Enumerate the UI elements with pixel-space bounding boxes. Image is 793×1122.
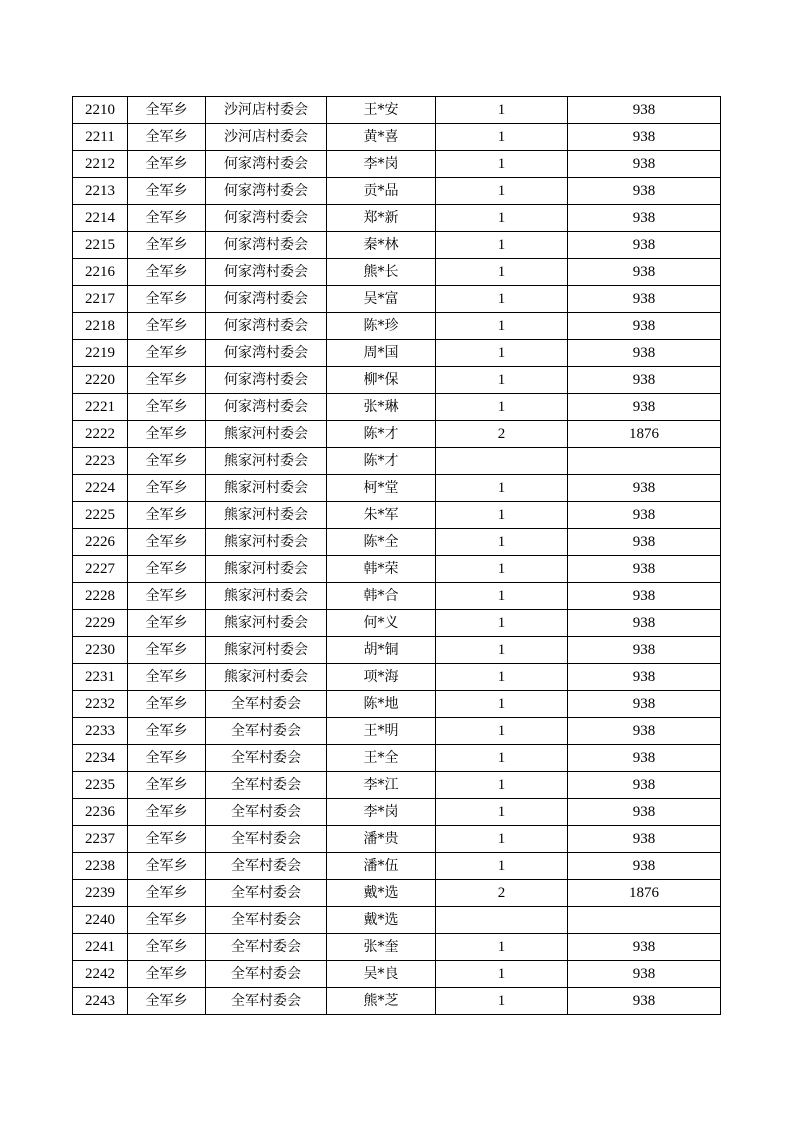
village-committee-cell: 熊家河村委会 [206, 664, 327, 691]
table-row [73, 988, 721, 1015]
village-committee-cell: 全军村委会 [206, 826, 327, 853]
town-cell: 全军乡 [128, 664, 206, 691]
table-row [73, 610, 721, 637]
table-row [73, 178, 721, 205]
table-row [73, 556, 721, 583]
amount-cell: 938 [568, 313, 721, 340]
table-row [73, 394, 721, 421]
row-number-cell: 2219 [73, 340, 128, 367]
village-committee-cell: 全军村委会 [206, 907, 327, 934]
table-row [73, 907, 721, 934]
amount-cell: 938 [568, 556, 721, 583]
village-committee-cell: 熊家河村委会 [206, 502, 327, 529]
table-row [73, 232, 721, 259]
row-number-cell: 2212 [73, 151, 128, 178]
table-row [73, 934, 721, 961]
count-cell: 1 [436, 610, 568, 637]
amount-cell: 1876 [568, 880, 721, 907]
person-name-cell: 李*岗 [327, 151, 436, 178]
table-row [73, 259, 721, 286]
table-row [73, 313, 721, 340]
town-cell: 全军乡 [128, 394, 206, 421]
table-row [73, 826, 721, 853]
village-committee-cell: 熊家河村委会 [206, 475, 327, 502]
row-number-cell: 2224 [73, 475, 128, 502]
village-committee-cell: 沙河店村委会 [206, 97, 327, 124]
table-row [73, 97, 721, 124]
amount-cell: 938 [568, 826, 721, 853]
count-cell [436, 907, 568, 934]
row-number-cell: 2241 [73, 934, 128, 961]
town-cell: 全军乡 [128, 988, 206, 1015]
count-cell: 1 [436, 637, 568, 664]
row-number-cell: 2235 [73, 772, 128, 799]
person-name-cell: 陈*地 [327, 691, 436, 718]
person-name-cell: 张*琳 [327, 394, 436, 421]
town-cell: 全军乡 [128, 232, 206, 259]
amount-cell: 938 [568, 745, 721, 772]
town-cell: 全军乡 [128, 367, 206, 394]
person-name-cell: 张*奎 [327, 934, 436, 961]
table-row [73, 124, 721, 151]
count-cell: 2 [436, 880, 568, 907]
row-number-cell: 2231 [73, 664, 128, 691]
count-cell: 1 [436, 151, 568, 178]
row-number-cell: 2216 [73, 259, 128, 286]
row-number-cell: 2240 [73, 907, 128, 934]
person-name-cell: 周*国 [327, 340, 436, 367]
amount-cell: 938 [568, 718, 721, 745]
town-cell: 全军乡 [128, 178, 206, 205]
town-cell: 全军乡 [128, 97, 206, 124]
town-cell: 全军乡 [128, 556, 206, 583]
village-committee-cell: 全军村委会 [206, 988, 327, 1015]
town-cell: 全军乡 [128, 151, 206, 178]
village-committee-cell: 何家湾村委会 [206, 232, 327, 259]
row-number-cell: 2228 [73, 583, 128, 610]
village-committee-cell: 全军村委会 [206, 853, 327, 880]
row-number-cell: 2233 [73, 718, 128, 745]
amount-cell: 938 [568, 691, 721, 718]
amount-cell: 938 [568, 286, 721, 313]
table-row [73, 718, 721, 745]
person-name-cell: 陈*才 [327, 421, 436, 448]
town-cell: 全军乡 [128, 961, 206, 988]
person-name-cell: 黄*喜 [327, 124, 436, 151]
amount-cell: 938 [568, 664, 721, 691]
row-number-cell: 2213 [73, 178, 128, 205]
table-row [73, 583, 721, 610]
count-cell: 1 [436, 205, 568, 232]
amount-cell [568, 907, 721, 934]
village-committee-cell: 全军村委会 [206, 718, 327, 745]
count-cell: 1 [436, 313, 568, 340]
count-cell: 1 [436, 664, 568, 691]
person-name-cell: 胡*铜 [327, 637, 436, 664]
count-cell: 1 [436, 988, 568, 1015]
table-row [73, 151, 721, 178]
person-name-cell: 熊*芝 [327, 988, 436, 1015]
row-number-cell: 2230 [73, 637, 128, 664]
amount-cell: 938 [568, 583, 721, 610]
row-number-cell: 2234 [73, 745, 128, 772]
village-committee-cell: 何家湾村委会 [206, 205, 327, 232]
village-committee-cell: 熊家河村委会 [206, 583, 327, 610]
person-name-cell: 柳*保 [327, 367, 436, 394]
row-number-cell: 2238 [73, 853, 128, 880]
count-cell: 1 [436, 772, 568, 799]
count-cell: 1 [436, 853, 568, 880]
town-cell: 全军乡 [128, 880, 206, 907]
table-row [73, 691, 721, 718]
village-committee-cell: 何家湾村委会 [206, 178, 327, 205]
row-number-cell: 2243 [73, 988, 128, 1015]
village-committee-cell: 全军村委会 [206, 880, 327, 907]
row-number-cell: 2236 [73, 799, 128, 826]
row-number-cell: 2237 [73, 826, 128, 853]
town-cell: 全军乡 [128, 313, 206, 340]
count-cell: 1 [436, 475, 568, 502]
person-name-cell: 熊*长 [327, 259, 436, 286]
count-cell: 1 [436, 340, 568, 367]
town-cell: 全军乡 [128, 529, 206, 556]
amount-cell: 938 [568, 475, 721, 502]
town-cell: 全军乡 [128, 421, 206, 448]
amount-cell: 938 [568, 961, 721, 988]
person-name-cell: 朱*军 [327, 502, 436, 529]
count-cell [436, 448, 568, 475]
amount-cell: 938 [568, 853, 721, 880]
table-row [73, 475, 721, 502]
row-number-cell: 2239 [73, 880, 128, 907]
row-number-cell: 2214 [73, 205, 128, 232]
table-row [73, 286, 721, 313]
amount-cell: 938 [568, 259, 721, 286]
person-name-cell: 贡*品 [327, 178, 436, 205]
village-committee-cell: 全军村委会 [206, 799, 327, 826]
count-cell: 1 [436, 124, 568, 151]
amount-cell: 938 [568, 637, 721, 664]
records-table [72, 96, 721, 1015]
table-row [73, 421, 721, 448]
person-name-cell: 吴*富 [327, 286, 436, 313]
person-name-cell: 王*明 [327, 718, 436, 745]
amount-cell: 938 [568, 178, 721, 205]
row-number-cell: 2218 [73, 313, 128, 340]
count-cell: 1 [436, 394, 568, 421]
person-name-cell: 秦*林 [327, 232, 436, 259]
village-committee-cell: 何家湾村委会 [206, 151, 327, 178]
person-name-cell: 戴*选 [327, 880, 436, 907]
table-row [73, 637, 721, 664]
town-cell: 全军乡 [128, 259, 206, 286]
person-name-cell: 潘*伍 [327, 853, 436, 880]
amount-cell: 938 [568, 799, 721, 826]
village-committee-cell: 熊家河村委会 [206, 529, 327, 556]
records-table-body [73, 97, 721, 1015]
town-cell: 全军乡 [128, 934, 206, 961]
town-cell: 全军乡 [128, 799, 206, 826]
village-committee-cell: 何家湾村委会 [206, 286, 327, 313]
row-number-cell: 2225 [73, 502, 128, 529]
town-cell: 全军乡 [128, 124, 206, 151]
table-row [73, 205, 721, 232]
town-cell: 全军乡 [128, 826, 206, 853]
row-number-cell: 2220 [73, 367, 128, 394]
town-cell: 全军乡 [128, 475, 206, 502]
count-cell: 1 [436, 97, 568, 124]
person-name-cell: 吴*良 [327, 961, 436, 988]
town-cell: 全军乡 [128, 448, 206, 475]
amount-cell: 1876 [568, 421, 721, 448]
count-cell: 1 [436, 583, 568, 610]
person-name-cell: 韩*荣 [327, 556, 436, 583]
village-committee-cell: 沙河店村委会 [206, 124, 327, 151]
person-name-cell: 李*江 [327, 772, 436, 799]
town-cell: 全军乡 [128, 286, 206, 313]
row-number-cell: 2210 [73, 97, 128, 124]
row-number-cell: 2227 [73, 556, 128, 583]
row-number-cell: 2226 [73, 529, 128, 556]
amount-cell: 938 [568, 151, 721, 178]
village-committee-cell: 熊家河村委会 [206, 421, 327, 448]
amount-cell: 938 [568, 988, 721, 1015]
person-name-cell: 何*义 [327, 610, 436, 637]
row-number-cell: 2211 [73, 124, 128, 151]
town-cell: 全军乡 [128, 718, 206, 745]
amount-cell: 938 [568, 502, 721, 529]
table-row [73, 448, 721, 475]
table-row [73, 961, 721, 988]
count-cell: 1 [436, 556, 568, 583]
town-cell: 全军乡 [128, 340, 206, 367]
person-name-cell: 戴*选 [327, 907, 436, 934]
count-cell: 1 [436, 286, 568, 313]
village-committee-cell: 何家湾村委会 [206, 394, 327, 421]
person-name-cell: 李*岗 [327, 799, 436, 826]
table-row [73, 529, 721, 556]
amount-cell: 938 [568, 772, 721, 799]
person-name-cell: 郑*新 [327, 205, 436, 232]
count-cell: 1 [436, 232, 568, 259]
table-row [73, 772, 721, 799]
count-cell: 1 [436, 178, 568, 205]
town-cell: 全军乡 [128, 637, 206, 664]
count-cell: 2 [436, 421, 568, 448]
count-cell: 1 [436, 826, 568, 853]
row-number-cell: 2229 [73, 610, 128, 637]
village-committee-cell: 全军村委会 [206, 772, 327, 799]
amount-cell: 938 [568, 394, 721, 421]
table-row [73, 664, 721, 691]
town-cell: 全军乡 [128, 691, 206, 718]
count-cell: 1 [436, 259, 568, 286]
village-committee-cell: 全军村委会 [206, 745, 327, 772]
count-cell: 1 [436, 745, 568, 772]
village-committee-cell: 何家湾村委会 [206, 367, 327, 394]
count-cell: 1 [436, 961, 568, 988]
table-row [73, 880, 721, 907]
count-cell: 1 [436, 691, 568, 718]
row-number-cell: 2215 [73, 232, 128, 259]
table-row [73, 853, 721, 880]
amount-cell: 938 [568, 340, 721, 367]
village-committee-cell: 熊家河村委会 [206, 448, 327, 475]
town-cell: 全军乡 [128, 745, 206, 772]
row-number-cell: 2232 [73, 691, 128, 718]
town-cell: 全军乡 [128, 583, 206, 610]
village-committee-cell: 全军村委会 [206, 691, 327, 718]
village-committee-cell: 何家湾村委会 [206, 259, 327, 286]
table-row [73, 340, 721, 367]
row-number-cell: 2221 [73, 394, 128, 421]
amount-cell: 938 [568, 97, 721, 124]
town-cell: 全军乡 [128, 502, 206, 529]
amount-cell: 938 [568, 124, 721, 151]
village-committee-cell: 熊家河村委会 [206, 637, 327, 664]
amount-cell [568, 448, 721, 475]
count-cell: 1 [436, 799, 568, 826]
count-cell: 1 [436, 502, 568, 529]
table-row [73, 799, 721, 826]
village-committee-cell: 何家湾村委会 [206, 340, 327, 367]
row-number-cell: 2217 [73, 286, 128, 313]
village-committee-cell: 熊家河村委会 [206, 610, 327, 637]
amount-cell: 938 [568, 934, 721, 961]
town-cell: 全军乡 [128, 610, 206, 637]
village-committee-cell: 何家湾村委会 [206, 313, 327, 340]
count-cell: 1 [436, 934, 568, 961]
person-name-cell: 项*海 [327, 664, 436, 691]
amount-cell: 938 [568, 367, 721, 394]
village-committee-cell: 全军村委会 [206, 961, 327, 988]
person-name-cell: 王*全 [327, 745, 436, 772]
person-name-cell: 潘*贵 [327, 826, 436, 853]
row-number-cell: 2242 [73, 961, 128, 988]
amount-cell: 938 [568, 205, 721, 232]
person-name-cell: 王*安 [327, 97, 436, 124]
row-number-cell: 2222 [73, 421, 128, 448]
amount-cell: 938 [568, 610, 721, 637]
amount-cell: 938 [568, 232, 721, 259]
table-row [73, 502, 721, 529]
person-name-cell: 韩*合 [327, 583, 436, 610]
town-cell: 全军乡 [128, 907, 206, 934]
count-cell: 1 [436, 367, 568, 394]
count-cell: 1 [436, 529, 568, 556]
table-row [73, 745, 721, 772]
person-name-cell: 柯*堂 [327, 475, 436, 502]
town-cell: 全军乡 [128, 772, 206, 799]
town-cell: 全军乡 [128, 853, 206, 880]
town-cell: 全军乡 [128, 205, 206, 232]
row-number-cell: 2223 [73, 448, 128, 475]
person-name-cell: 陈*才 [327, 448, 436, 475]
village-committee-cell: 全军村委会 [206, 934, 327, 961]
count-cell: 1 [436, 718, 568, 745]
person-name-cell: 陈*全 [327, 529, 436, 556]
village-committee-cell: 熊家河村委会 [206, 556, 327, 583]
table-row [73, 367, 721, 394]
person-name-cell: 陈*珍 [327, 313, 436, 340]
amount-cell: 938 [568, 529, 721, 556]
